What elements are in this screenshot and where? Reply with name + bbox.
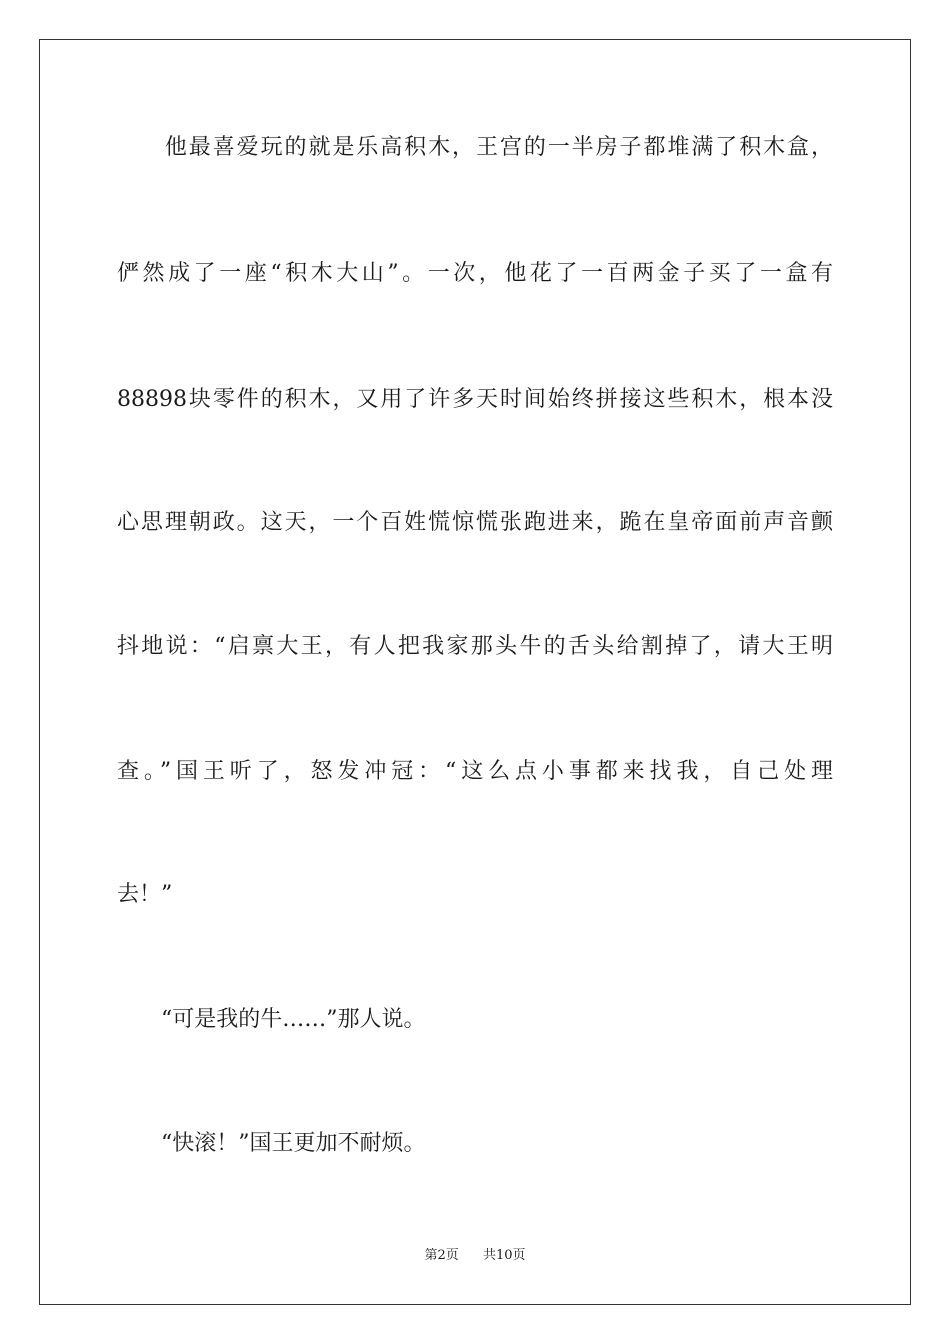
text-line-8: “可是我的牛……”那人说。 <box>117 1007 426 1032</box>
text-line-6: 查。”国王听了，怒发冲冠：“这么点小事都来找我，自己处理 <box>117 759 833 784</box>
text-line-7: 去！” <box>117 882 173 907</box>
page-footer <box>0 1246 950 1266</box>
text-line-5: 抖地说：“启禀大王，有人把我家那头牛的舌头给割掉了，请大王明 <box>117 634 833 659</box>
text-line-3: 88898块零件的积木，又用了许多天时间始终拼接这些积木，根本没 <box>117 387 833 412</box>
page-border <box>39 39 911 1305</box>
text-line-9: “快滚！”国王更加不耐烦。 <box>117 1131 426 1156</box>
text-line-2: 俨然成了一座“积木大山”。一次，他花了一百两金子买了一盒有 <box>117 261 833 286</box>
page-total: 共10页 <box>483 1248 526 1263</box>
text-line-4: 心思理朝政。这天，一个百姓慌惊慌张跑进来，跪在皇帝面前声音颤 <box>117 510 833 535</box>
text-line-1: 他最喜爱玩的就是乐高积木，王宫的一半房子都堆满了积木盒， <box>117 135 833 160</box>
page-number: 第2页 <box>424 1248 459 1263</box>
